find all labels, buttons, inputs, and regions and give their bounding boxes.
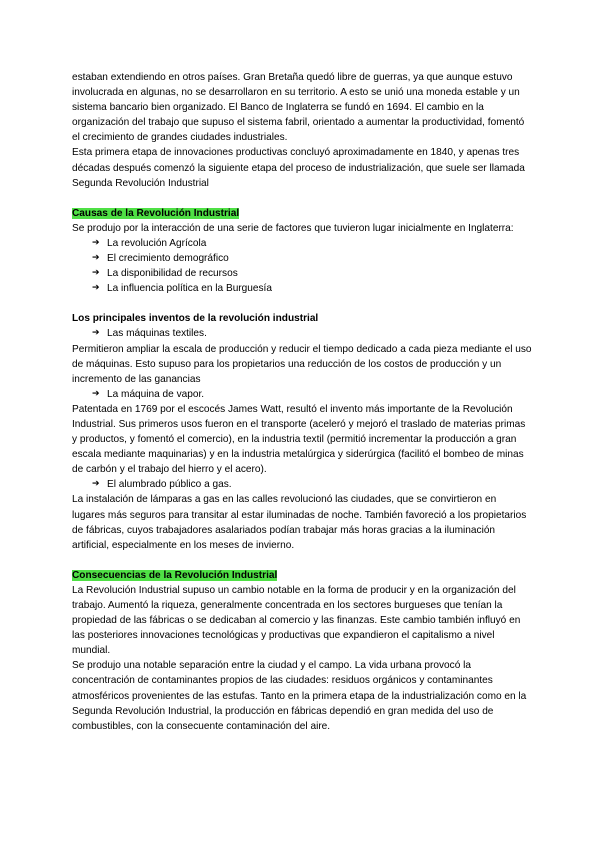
arrow-bullet-icon: ➔ xyxy=(92,328,100,339)
inventos-text-1: Permitieron ampliar la escala de producción y reducir el tiempo dedicado a cada pieza mediante el uso de máquinas. Esto supuso para los propietarios una reducción de los costos de producción y un incremento de las ganancias xyxy=(72,343,532,385)
arrow-bullet-icon: ➔ xyxy=(92,388,100,399)
consecuencias-heading xyxy=(72,568,532,583)
consecuencias-paragraph-1: La Revolución Industrial supuso un cambio notable en la forma de producir y en la organización del trabajo. Aumentó la riqueza, generalmente concentrada en los sectores burgueses que tenían la propiedad de las fábricas o se dedicaban al comercio y las finanzas. Este cambio también influyó en las posteriores innovaciones tecnológicas y productivas que expandieron el capitalismo a nivel mundial. xyxy=(72,584,521,657)
arrow-bullet-icon: ➔ xyxy=(92,283,100,294)
inventos-heading: Los principales inventos de la revolución industrial xyxy=(72,313,319,325)
causas-heading xyxy=(72,206,532,221)
list-item xyxy=(92,281,532,296)
inventos-item-1 xyxy=(72,326,532,341)
list-item xyxy=(92,477,532,492)
list-item xyxy=(92,236,532,251)
list-item-text: La revolución Agrícola xyxy=(107,237,207,249)
causas-list xyxy=(72,236,532,296)
list-item-text: El crecimiento demográfico xyxy=(107,253,229,265)
consecuencias-heading-text: Consecuencias de la Revolución Industrial xyxy=(72,569,278,581)
inventos-item-2 xyxy=(72,387,532,402)
inventos-item-3 xyxy=(72,477,532,492)
list-item-text: El alumbrado público a gas. xyxy=(107,479,232,491)
arrow-bullet-icon: ➔ xyxy=(92,268,100,279)
arrow-bullet-icon: ➔ xyxy=(92,237,100,248)
list-item-text: La disponibilidad de recursos xyxy=(107,268,238,280)
list-item xyxy=(92,266,532,281)
arrow-bullet-icon: ➔ xyxy=(92,253,100,264)
intro-paragraph-1: estaban extendiendo en otros países. Gran Bretaña quedó libre de guerras, ya que aunque estuvo involucrada en algunas, no se desarrollaron en su territorio. A esto se unió una moneda estable y un sistema bancario bien organizado. El Banco de Inglaterra se fundó en 1694. El cambio en la organización del trabajo que supuso el sistema fabril, orientado a aumentar la productividad, fomentó el crecimiento de grandes ciudades industriales. xyxy=(72,72,525,144)
list-item-text: Las máquinas textiles. xyxy=(107,328,207,340)
list-item-text: La influencia política en la Burguesía xyxy=(107,283,272,295)
list-item xyxy=(92,326,532,341)
arrow-bullet-icon: ➔ xyxy=(92,479,100,490)
list-item-text: La máquina de vapor. xyxy=(107,388,205,400)
consecuencias-paragraph-2: Se produjo una notable separación entre la ciudad y el campo. La vida urbana provocó la concentración de contaminantes propios de las ciudades: residuos orgánicos y contaminantes atmosféricos provenientes de las estufas. Tanto en la primera etapa de la industrialización como en la Segunda Revolución Industrial, la producción en fábricas dependió en gran medida del uso de combustibles, con la consecuente contaminación del aire. xyxy=(72,660,527,732)
inventos-text-3: La instalación de lámparas a gas en las calles revolucionó las ciudades, que se convirtieron en lugares más seguros para transitar al estar iluminadas de noche. También favoreció a los propietarios de fábricas, cuyos trabajadores asalariados podían trabajar más horas gracias a la iluminación artificial, especialmente en los meses de invierno. xyxy=(72,494,527,551)
causas-intro-text: Se produjo por la interacción de una serie de factores que tuvieron lugar inicialmente en Inglaterra: xyxy=(72,222,514,234)
list-item xyxy=(92,251,532,266)
intro-paragraph-2: Esta primera etapa de innovaciones productivas concluyó aproximadamente en 1840, y apenas tres décadas después comenzó la siguiente etapa del proceso de industrialización, que suele ser llamada Segunda Revolución Industrial xyxy=(72,147,525,189)
causas-heading-text: Causas de la Revolución Industrial xyxy=(72,207,240,219)
list-item xyxy=(92,387,532,402)
inventos-text-2: Patentada en 1769 por el escocés James Watt, resultó el invento más importante de la Revolución Industrial. Sus primeros usos fueron en el transporte (aceleró y mejoró el traslado de materias primas y productos, y fomentó el comercio), en la industria textil (permitió incrementar la producción a gran escala mediante maquinarias) y en la industria metalúrgica y siderúrgica (facilitó el bombeo de minas de carbón y el trabajo del hierro y el acero). xyxy=(72,403,526,476)
